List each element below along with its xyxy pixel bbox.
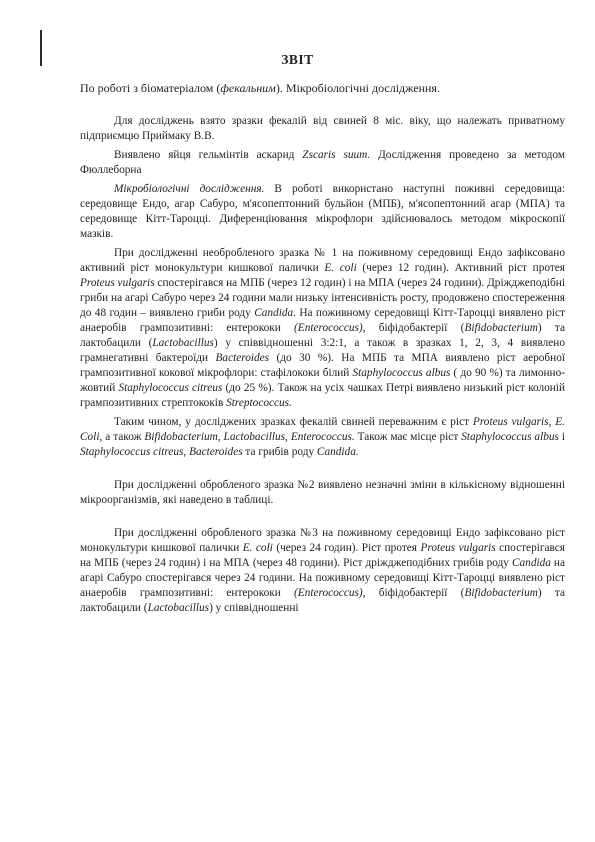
paragraph-samples: Для досліджень взято зразки фекалій від свиней 8 міс. віку, що належать приватному підприємцю Приймаку В.В.	[80, 115, 565, 142]
paragraph-helminths: Виявлено яйця гельмінтів аскарид Zscaris suum. Дослідження проведено за методом Фюллеборна	[80, 149, 565, 176]
paragraph-sample-3: При дослідженні обробленого зразка №3 на поживному середовищі Ендо зафіксовано ріст монокультури кишкової палички E. coli (через 24 годин). Ріст протея Proteus vulgaris спостерігався на МПБ (через 24 годин) і на МПА (через 48 години). Ріст дріжджеподібних грибів роду Candida на агарі Сабуро спостерігався через 24 години. На поживному середовищі Кітт-Тароцці виявлено ріст анаеробів грампозитивні: ентерококи (Enterococcus), біфідобактерії (Bifidobacterium) та лактобацили (Lactobacillus) у співвідношенні	[80, 527, 565, 614]
paragraph-methods: Мікробіологічні дослідження. В роботі використано наступні поживні середовища: середовище Ендо, агар Сабуро, м'ясопептонний бульйон (МПБ), м'ясопептонний агар (МПА) та середовище Кітт-Тароцці. Диференціювання мікрофлори здійснювалось методом мікроскопії мазків.	[80, 183, 565, 240]
paragraph-sample-2: При дослідженні обробленого зразка №2 виявлено незначні зміни в кількісному відношенні мікроорганізмів, які наведено в таблиці.	[80, 479, 565, 506]
paragraph-conclusion: Таким чином, у досліджених зразках фекалій свиней переважним є ріст Proteus vulgaris, E. Coli, а також Bifidobacterium, Lactobacillus, Enterococcus. Також має місце ріст Staphylococcus albus і Staphylococcus citreus, Bacteroides та грибів роду Candida.	[80, 416, 566, 458]
paragraph-sample-1: При дослідженні необробленого зразка № 1 на поживному середовищі Ендо зафіксовано активний ріст монокультури кишкової палички E. coli (через 12 годин). Активний ріст протея Proteus vulgaris спостерігався на МПБ (через 12 годин) і на МПА (через 24 години). Дріжджеподібні гриби на агарі Сабуро через 24 години мали низьку інтенсивність росту, продовжено спостереження до 48 годин – виявлено гриби роду Candida. На поживному середовищі Кітт-Тароцці виявлено ріст анаеробів грампозитивні: ентерококи (Enterococcus), біфідобактерії (Bifidobacterium) та лактобацили (Lactobacillus) у співвідношенні 3:2:1, а також в зразках 1, 2, 3, 4 виявлено грамнегативні бактероїди Bacteroides (до 30 %). На МПБ та МПА виявлено ріст аеробної грампозитивної кокової мікрофлори: стафілококи білий Staphylococcus albus ( до 90 %) та лимонно-жовтий Staphylococcus citreus (до 25 %). Також на усіх чашках Петрі виявлено низький ріст колоній грампозитивних стрептококів Streptococcus.	[80, 247, 565, 409]
report-body	[80, 114, 565, 616]
report-title: ЗВІТ	[281, 52, 314, 67]
report-subtitle: По роботі з біоматеріалом (фекальним). Мікробіологічні дослідження.	[80, 81, 440, 95]
